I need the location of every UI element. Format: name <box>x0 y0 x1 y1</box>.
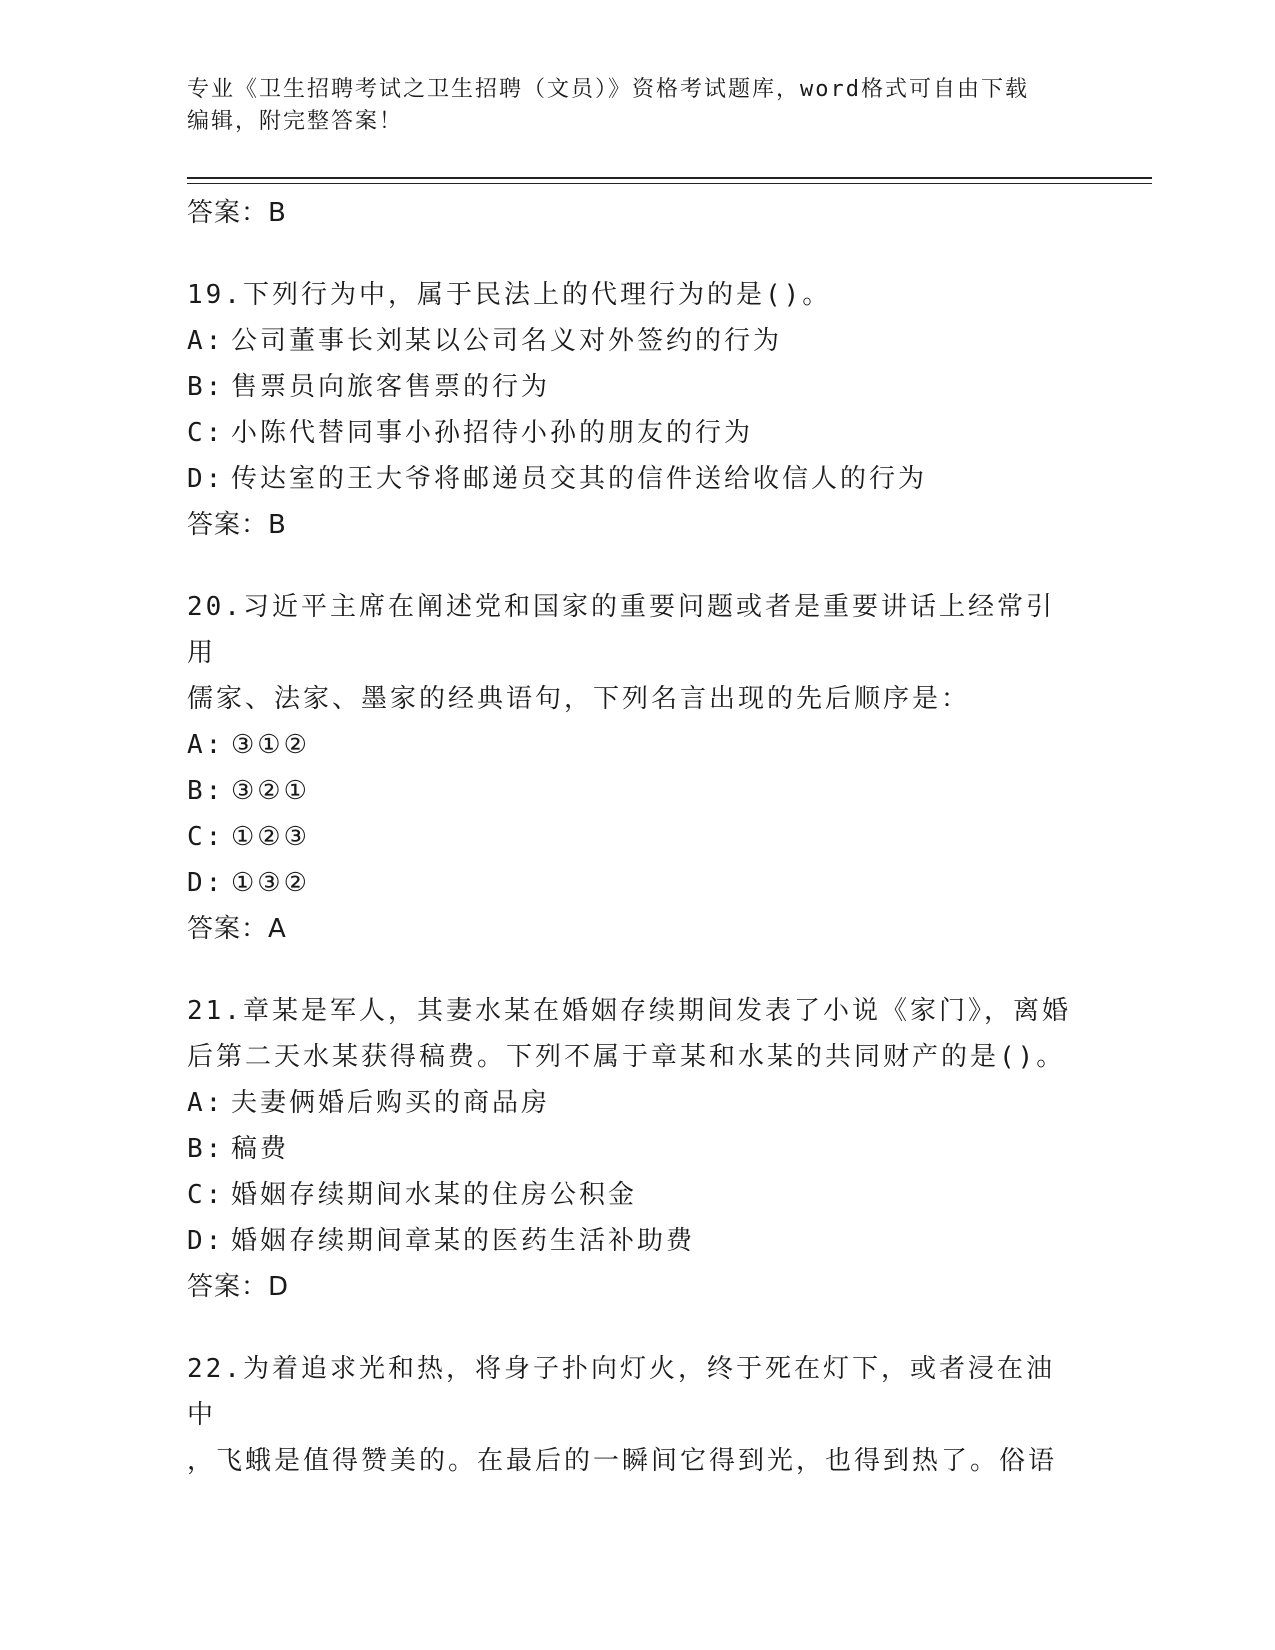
header-line-1: 专业《卫生招聘考试之卫生招聘（文员）》资格考试题库，word格式可自由下载 <box>187 77 1029 102</box>
answer-line: 答案：D <box>187 1272 290 1302</box>
option-text: 售票员向旅客售票的行为 <box>231 372 551 402</box>
stem-line: 20.习近平主席在阐述党和国家的重要问题或者是重要讲话上经常引用 <box>187 592 1055 668</box>
option-text: 稿费 <box>231 1134 290 1164</box>
option-c <box>187 1172 1077 1218</box>
option-text: 小陈代替同事小孙招待小孙的朋友的行为 <box>231 418 754 448</box>
header-text <box>187 74 1067 138</box>
answer-line: 答案：A <box>187 914 287 944</box>
option-text: 夫妻俩婚后购买的商品房 <box>231 1088 551 1118</box>
option-a <box>187 722 1077 768</box>
option-letter: B: <box>187 776 225 806</box>
question-content <box>187 190 1077 1484</box>
question-20 <box>187 584 1077 952</box>
header-divider-thin <box>187 183 1152 184</box>
option-a <box>187 1080 1077 1126</box>
option-text: ①③② <box>231 868 310 898</box>
option-b <box>187 768 1077 814</box>
option-d <box>187 1218 1077 1264</box>
option-letter: D: <box>187 464 225 494</box>
stem-line: 19.下列行为中，属于民法上的代理行为的是()。 <box>187 280 832 310</box>
question-stem <box>187 272 1077 318</box>
option-letter: C: <box>187 1180 225 1210</box>
question-22 <box>187 1346 1077 1484</box>
option-letter: B: <box>187 1134 225 1164</box>
answer-line: 答案：B <box>187 198 287 228</box>
stem-line: 后第二天水某获得稿费。下列不属于章某和水某的共同财产的是()。 <box>187 1042 1066 1072</box>
option-d <box>187 860 1077 906</box>
option-letter: D: <box>187 868 225 898</box>
option-letter: A: <box>187 1088 225 1118</box>
option-text: 婚姻存续期间章某的医药生活补助费 <box>231 1226 696 1256</box>
question-stem <box>187 1346 1077 1484</box>
option-text: 婚姻存续期间水某的住房公积金 <box>231 1180 638 1210</box>
option-letter: A: <box>187 730 225 760</box>
option-letter: A: <box>187 326 225 356</box>
option-letter: C: <box>187 822 225 852</box>
option-text: 公司董事长刘某以公司名义对外签约的行为 <box>231 326 783 356</box>
option-d <box>187 456 1077 502</box>
option-c <box>187 814 1077 860</box>
option-c <box>187 410 1077 456</box>
header-divider-thick <box>187 177 1152 179</box>
option-letter: D: <box>187 1226 225 1256</box>
option-text: 传达室的王大爷将邮递员交其的信件送给收信人的行为 <box>231 464 928 494</box>
option-b <box>187 1126 1077 1172</box>
answer-line: 答案：B <box>187 510 287 540</box>
stem-line: 21.章某是军人，其妻水某在婚姻存续期间发表了小说《家门》，离婚 <box>187 996 1071 1026</box>
header-line-2: 编辑，附完整答案！ <box>187 109 404 134</box>
option-letter: B: <box>187 372 225 402</box>
option-a <box>187 318 1077 364</box>
question-stem <box>187 988 1077 1080</box>
option-text: ①②③ <box>231 822 310 852</box>
option-b <box>187 364 1077 410</box>
stem-line: ，飞蛾是值得赞美的。在最后的一瞬间它得到光，也得到热了。俗语 <box>187 1446 1058 1476</box>
stem-line: 儒家、法家、墨家的经典语句，下列名言出现的先后顺序是： <box>187 684 971 714</box>
question-stem <box>187 584 1077 722</box>
stem-line: 22.为着追求光和热，将身子扑向灯火，终于死在灯下，或者浸在油中 <box>187 1354 1055 1430</box>
question-19 <box>187 272 1077 548</box>
option-letter: C: <box>187 418 225 448</box>
option-text: ③①② <box>231 730 310 760</box>
question-21 <box>187 988 1077 1310</box>
option-text: ③②① <box>231 776 310 806</box>
